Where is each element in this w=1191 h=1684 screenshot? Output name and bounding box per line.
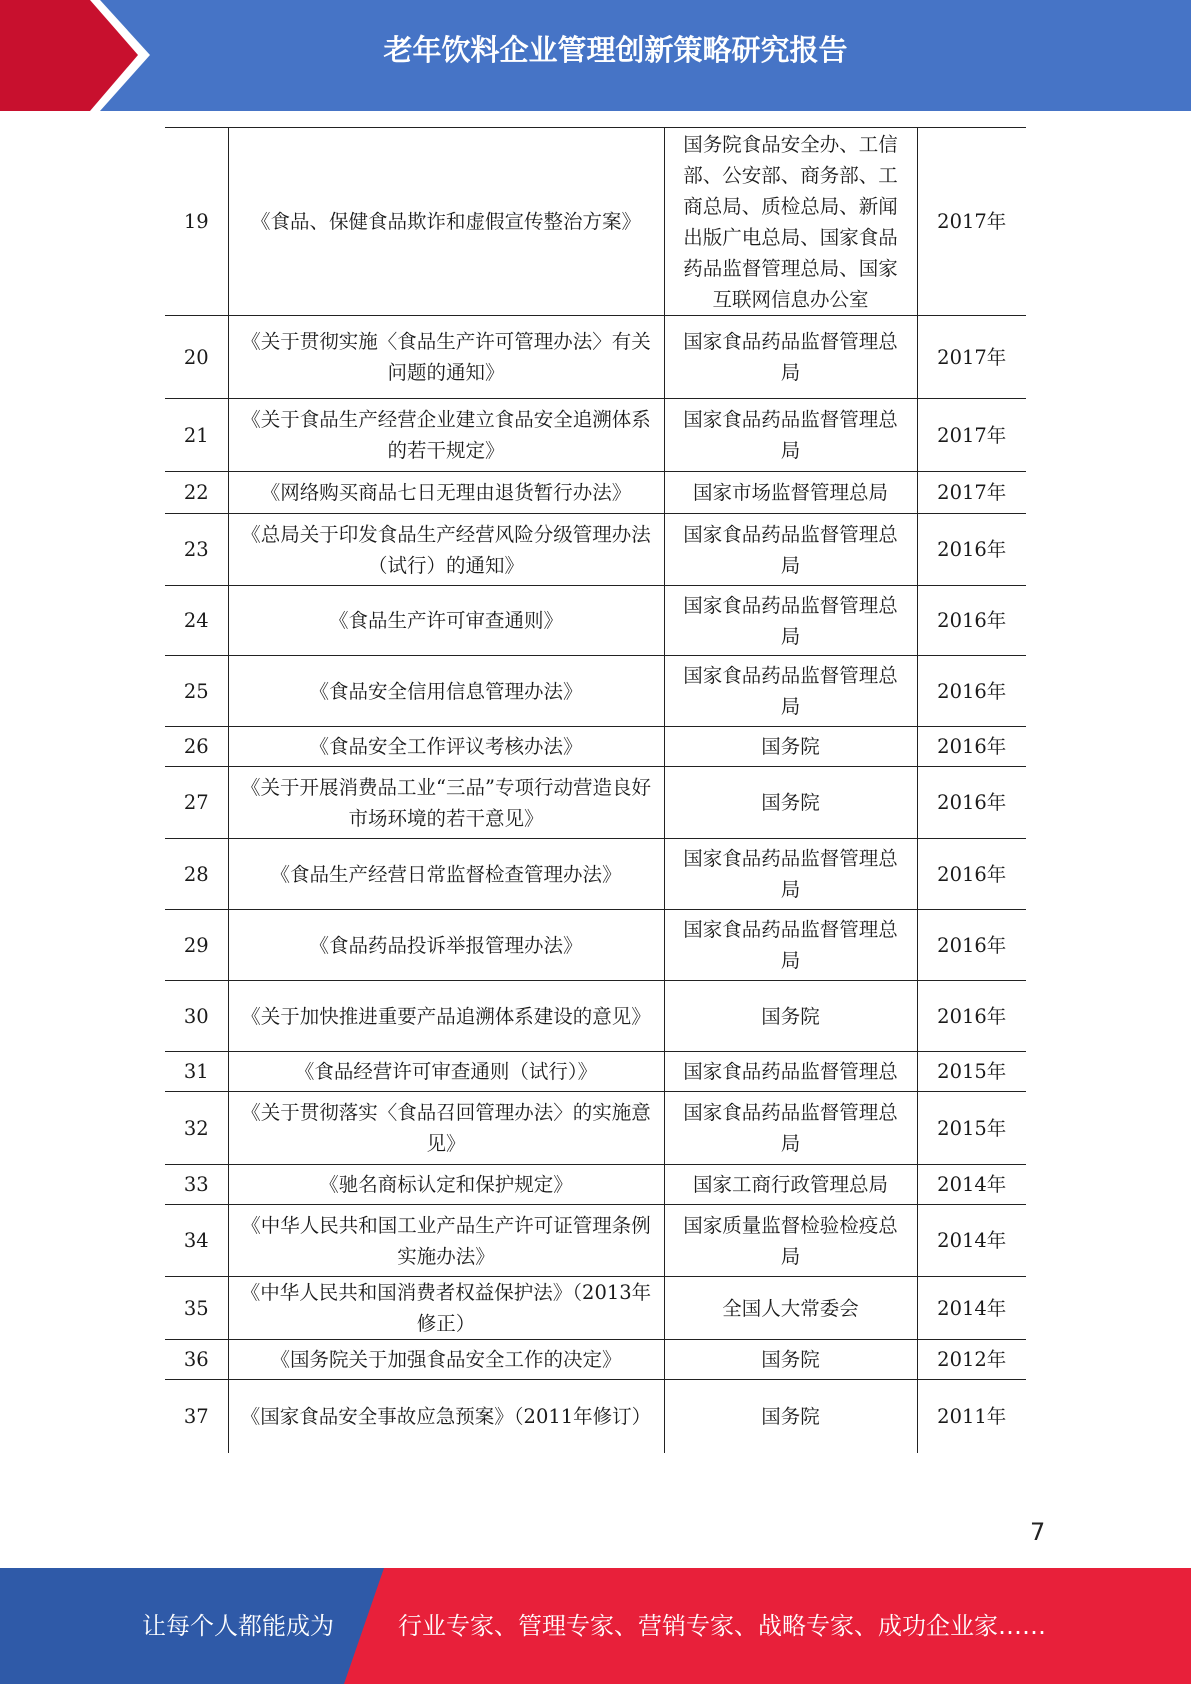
issue-year: 2014年: [917, 1277, 1026, 1340]
issuing-authority: 国家质量监督检验检疫总局: [664, 1205, 917, 1277]
issue-year: 2015年: [917, 1052, 1026, 1092]
row-number: 31: [165, 1052, 228, 1092]
issuing-authority: 国家食品药品监督管理总局: [664, 839, 917, 910]
table-row: [165, 316, 1026, 399]
table-row: [165, 514, 1026, 586]
issue-year: 2016年: [917, 727, 1026, 767]
regulation-name: 《总局关于印发食品生产经营风险分级管理办法（试行）的通知》: [228, 514, 664, 586]
table-row: [165, 981, 1026, 1052]
row-number: 21: [165, 399, 228, 472]
issue-year: 2016年: [917, 767, 1026, 839]
row-number: 32: [165, 1092, 228, 1165]
footer-slogan-right: 行业专家、管理专家、营销专家、战略专家、成功企业家……: [398, 1612, 1046, 1640]
document-title: 老年饮料企业管理创新策略研究报告: [383, 33, 848, 67]
issuing-authority: 国家食品药品监督管理总局: [664, 586, 917, 656]
table-row: [165, 1380, 1026, 1453]
regulation-name: 《关于开展消费品工业“三品”专项行动营造良好市场环境的若干意见》: [228, 767, 664, 839]
issue-year: 2016年: [917, 839, 1026, 910]
row-number: 36: [165, 1340, 228, 1380]
table-row: [165, 128, 1026, 316]
issue-year: 2017年: [917, 316, 1026, 399]
page-footer: [0, 1568, 1191, 1684]
row-number: 35: [165, 1277, 228, 1340]
issue-year: 2014年: [917, 1165, 1026, 1205]
issue-year: 2016年: [917, 656, 1026, 727]
table-row: [165, 1092, 1026, 1165]
footer-slogan-left: 让每个人都能成为: [142, 1612, 334, 1640]
issue-year: 2017年: [917, 399, 1026, 472]
row-number: 20: [165, 316, 228, 399]
issuing-authority: 国务院: [664, 1340, 917, 1380]
issue-year: 2016年: [917, 981, 1026, 1052]
table-row: [165, 1340, 1026, 1380]
table-row: [165, 910, 1026, 981]
issuing-authority: 国家市场监督管理总局: [664, 472, 917, 514]
issuing-authority: 国家食品药品监督管理总局: [664, 316, 917, 399]
table-row: [165, 1277, 1026, 1340]
issuing-authority: 国务院: [664, 981, 917, 1052]
issuing-authority: 国务院: [664, 727, 917, 767]
regulation-name: 《国家食品安全事故应急预案》（2011年修订）: [228, 1380, 664, 1453]
row-number: 24: [165, 586, 228, 656]
regulation-name: 《网络购买商品七日无理由退货暂行办法》: [228, 472, 664, 514]
issuing-authority: 国务院: [664, 1380, 917, 1453]
issue-year: 2016年: [917, 586, 1026, 656]
row-number: 27: [165, 767, 228, 839]
table-row: [165, 767, 1026, 839]
regulation-name: 《食品药品投诉举报管理办法》: [228, 910, 664, 981]
issue-year: 2011年: [917, 1380, 1026, 1453]
issue-year: 2016年: [917, 514, 1026, 586]
regulation-name: 《食品生产经营日常监督检查管理办法》: [228, 839, 664, 910]
issue-year: 2012年: [917, 1340, 1026, 1380]
regulation-name: 《关于贯彻实施〈食品生产许可管理办法〉有关问题的通知》: [228, 316, 664, 399]
issue-year: 2017年: [917, 128, 1026, 316]
issuing-authority: 国家工商行政管理总局: [664, 1165, 917, 1205]
table-row: [165, 1052, 1026, 1092]
table-row: [165, 1205, 1026, 1277]
regulation-name: 《食品安全工作评议考核办法》: [228, 727, 664, 767]
row-number: 25: [165, 656, 228, 727]
table-row: [165, 586, 1026, 656]
page-number: 7: [1030, 1518, 1046, 1546]
row-number: 37: [165, 1380, 228, 1453]
regulation-name: 《关于贯彻落实〈食品召回管理办法〉的实施意见》: [228, 1092, 664, 1165]
issue-year: 2014年: [917, 1205, 1026, 1277]
row-number: 28: [165, 839, 228, 910]
regulation-name: 《食品安全信用信息管理办法》: [228, 656, 664, 727]
issue-year: 2015年: [917, 1092, 1026, 1165]
table-row: [165, 727, 1026, 767]
regulation-name: 《关于食品生产经营企业建立食品安全追溯体系的若干规定》: [228, 399, 664, 472]
table-row: [165, 656, 1026, 727]
row-number: 34: [165, 1205, 228, 1277]
issuing-authority: 国务院食品安全办、工信部、公安部、商务部、工商总局、质检总局、新闻出版广电总局、国家食品药品监督管理总局、国家互联网信息办公室: [664, 128, 917, 316]
issuing-authority: 全国人大常委会: [664, 1277, 917, 1340]
table-row: [165, 399, 1026, 472]
issuing-authority: 国家食品药品监督管理总局: [664, 910, 917, 981]
row-number: 23: [165, 514, 228, 586]
regulation-name: 《关于加快推进重要产品追溯体系建设的意见》: [228, 981, 664, 1052]
row-number: 22: [165, 472, 228, 514]
row-number: 26: [165, 727, 228, 767]
row-number: 19: [165, 128, 228, 316]
regulations-table: [165, 127, 1026, 1453]
issuing-authority: 国家食品药品监督管理总局: [664, 399, 917, 472]
page-header: [0, 0, 1191, 111]
issuing-authority: 国家食品药品监督管理总局: [664, 656, 917, 727]
regulation-name: 《驰名商标认定和保护规定》: [228, 1165, 664, 1205]
row-number: 33: [165, 1165, 228, 1205]
row-number: 29: [165, 910, 228, 981]
issuing-authority: 国家食品药品监督管理总局: [664, 1092, 917, 1165]
issuing-authority: 国家食品药品监督管理总局: [664, 514, 917, 586]
regulation-name: 《食品、保健食品欺诈和虚假宣传整治方案》: [228, 128, 664, 316]
issuing-authority: 国务院: [664, 767, 917, 839]
regulation-name: 《食品经营许可审查通则（试行）》: [228, 1052, 664, 1092]
row-number: 30: [165, 981, 228, 1052]
regulation-name: 《国务院关于加强食品安全工作的决定》: [228, 1340, 664, 1380]
issue-year: 2016年: [917, 910, 1026, 981]
regulation-name: 《食品生产许可审查通则》: [228, 586, 664, 656]
issuing-authority: 国家食品药品监督管理总: [664, 1052, 917, 1092]
regulation-name: 《中华人民共和国工业产品生产许可证管理条例实施办法》: [228, 1205, 664, 1277]
table-row: [165, 839, 1026, 910]
table-row: [165, 1165, 1026, 1205]
issue-year: 2017年: [917, 472, 1026, 514]
regulation-name: 《中华人民共和国消费者权益保护法》（2013年修正）: [228, 1277, 664, 1340]
table-row: [165, 472, 1026, 514]
